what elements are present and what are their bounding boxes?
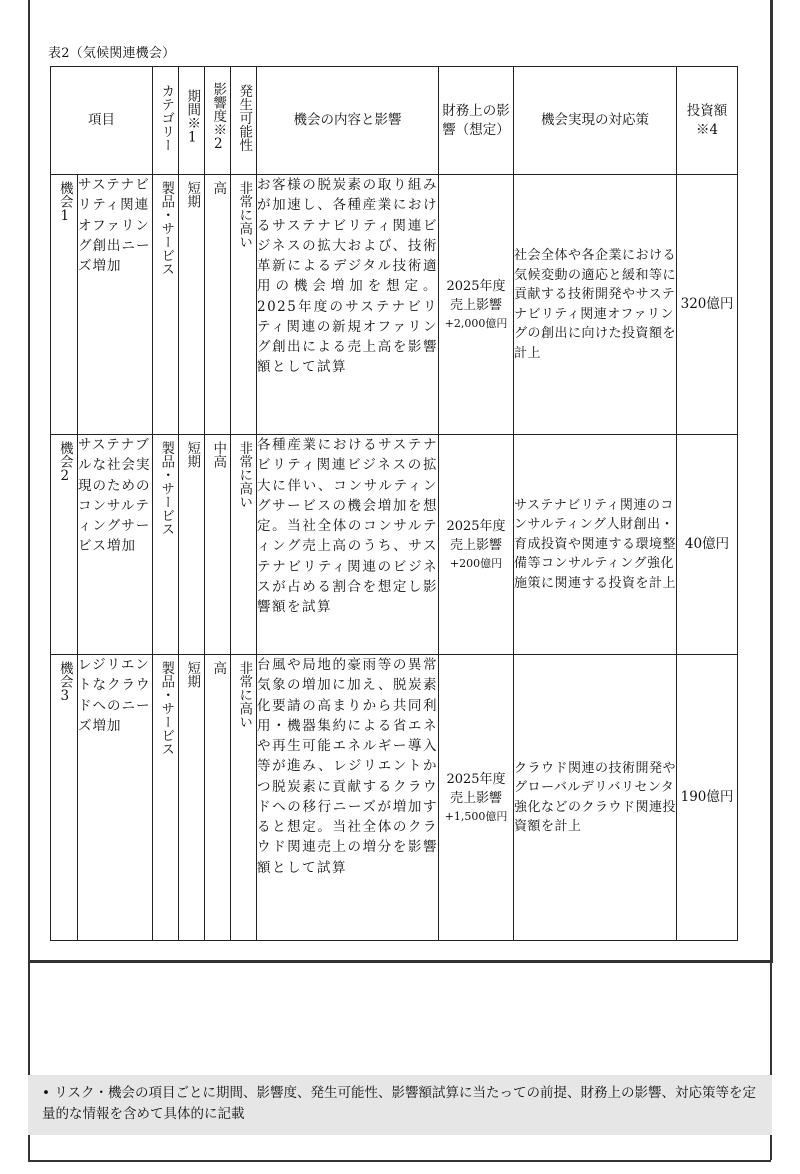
header-content: 機会の内容と影響	[257, 67, 439, 175]
page-border-bottom	[28, 1160, 771, 1162]
row-impact: 中高	[205, 435, 231, 655]
row-category: 製品・サービス	[153, 655, 179, 941]
header-likelihood: 発生可能性	[231, 67, 257, 175]
row-likelihood: 非常に高い	[231, 435, 257, 655]
row-period: 短期	[179, 435, 205, 655]
header-impact: 影響度※2	[205, 67, 231, 175]
row-period: 短期	[179, 655, 205, 941]
row-item: レジリエントなクラウドへのニーズ増加	[78, 655, 153, 941]
row-response: サステナビリティ関連のコンサルティング人財創出・育成投資や関連する環境整備等コンサルティング強化施策に関連する投資を計上	[514, 435, 677, 655]
disclosure-note: • リスク・機会の項目ごとに期間、影響度、発生可能性、影響額試算に当たっての前提、財務上の影響、対応策等を定量的な情報を含めて具体的に記載	[42, 1085, 756, 1122]
row-likelihood: 非常に高い	[231, 175, 257, 435]
row-response: 社会全体や各企業における気候変動の適応と緩和等に貢献する技術開発やサステナビリティ関連オファリングの創出に向けた投資額を計上	[514, 175, 677, 435]
row-financial: 2025年度 売上影響 +1,500億円	[439, 655, 514, 941]
table-row	[51, 435, 738, 655]
row-response: クラウド関連の技術開発やグローバルデリバリセンタ強化などのクラウド関連投資額を計上	[514, 655, 677, 941]
table-caption: 表2（気候関連機会）	[48, 46, 176, 61]
header-investment: 投資額※4	[677, 67, 738, 175]
table-row	[51, 655, 738, 941]
note-box	[28, 1075, 772, 1135]
row-financial: 2025年度 売上影響 +200億円	[439, 435, 514, 655]
row-investment: 320億円	[677, 175, 738, 435]
page-border-left	[28, 0, 30, 1160]
row-category: 製品・サービス	[153, 175, 179, 435]
climate-opportunity-table	[50, 66, 738, 941]
header-financial: 財務上の影響（想定）	[439, 67, 514, 175]
row-id: 機会3	[51, 655, 78, 941]
row-id: 機会2	[51, 435, 78, 655]
row-content: 各種産業におけるサステナビリティ関連ビジネスの拡大に伴い、コンサルティングサービスの機会増加を想定。当社全体のコンサルティング売上高のうち、サステナビリティ関連のビジネスが占める割合を想定し影響額を試算	[257, 435, 439, 655]
table-row	[51, 175, 738, 435]
row-likelihood: 非常に高い	[231, 655, 257, 941]
row-content: 台風や局地的豪雨等の異常気象の増加に加え、脱炭素化要請の高まりから共同利用・機器集約による省エネや再生可能エネルギー導入等が進み、レジリエントかつ脱炭素に貢献するクラウドへの移行ニーズが増加すると想定。当社全体のクラウド関連売上の増分を影響額として試算	[257, 655, 439, 941]
header-response: 機会実現の対応策	[514, 67, 677, 175]
row-investment: 40億円	[677, 435, 738, 655]
row-investment: 190億円	[677, 655, 738, 941]
frame-bottom-rule	[28, 960, 770, 963]
frame-right-rule	[770, 0, 773, 963]
row-id: 機会1	[51, 175, 78, 435]
row-item: サステナブルな社会実現のためのコンサルティングサービス増加	[78, 435, 153, 655]
row-item: サステナビリティ関連オファリング創出ニーズ増加	[78, 175, 153, 435]
header-item: 項目	[51, 67, 153, 175]
row-financial: 2025年度 売上影響 +2,000億円	[439, 175, 514, 435]
row-category: 製品・サービス	[153, 435, 179, 655]
row-period: 短期	[179, 175, 205, 435]
row-content: お客様の脱炭素の取り組みが加速し、各種産業におけるサステナビリティ関連ビジネスの拡大および、技術革新によるデジタル技術適用の機会増加を想定。2025年度のサステナビリティ関連の新規オファリング創出による売上高を影響額として試算	[257, 175, 439, 435]
table-header-row	[51, 67, 738, 175]
row-impact: 高	[205, 175, 231, 435]
header-category: カテゴリー	[153, 67, 179, 175]
row-impact: 高	[205, 655, 231, 941]
header-period: 期間※1	[179, 67, 205, 175]
